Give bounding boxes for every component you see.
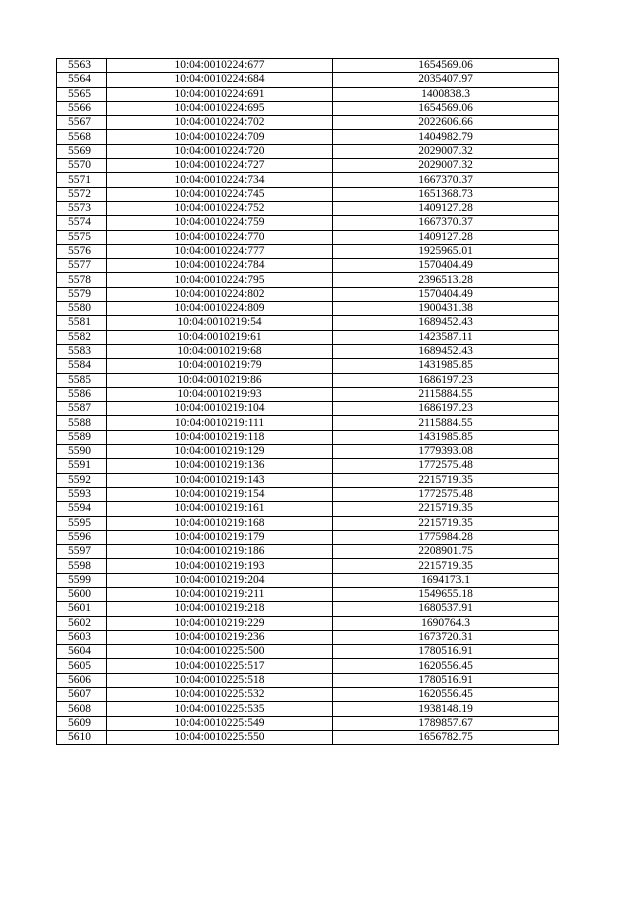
table-row — [57, 530, 559, 544]
table-row — [57, 559, 559, 573]
row-index-cell: 5599 — [57, 573, 107, 587]
row-index-cell: 5574 — [57, 216, 107, 230]
table-row — [57, 616, 559, 630]
cadastral-number-cell: 10:04:0010219:129 — [107, 445, 333, 459]
row-index-cell: 5595 — [57, 516, 107, 530]
row-index-cell: 5575 — [57, 230, 107, 244]
cadastral-number-cell: 10:04:0010224:695 — [107, 101, 333, 115]
table-row — [57, 359, 559, 373]
cadastral-number-cell: 10:04:0010225:532 — [107, 688, 333, 702]
cadastral-number-cell: 10:04:0010224:784 — [107, 259, 333, 273]
value-cell: 2115884.55 — [333, 387, 559, 401]
value-cell: 1620556.45 — [333, 659, 559, 673]
cadastral-number-cell: 10:04:0010225:535 — [107, 702, 333, 716]
value-cell: 2215719.35 — [333, 516, 559, 530]
row-index-cell: 5584 — [57, 359, 107, 373]
value-cell: 1938148.19 — [333, 702, 559, 716]
value-cell: 1654569.06 — [333, 101, 559, 115]
cadastral-number-cell: 10:04:0010224:684 — [107, 73, 333, 87]
row-index-cell: 5592 — [57, 473, 107, 487]
row-index-cell: 5590 — [57, 445, 107, 459]
cadastral-number-cell: 10:04:0010224:709 — [107, 130, 333, 144]
row-index-cell: 5572 — [57, 187, 107, 201]
cadastral-number-cell: 10:04:0010219:236 — [107, 630, 333, 644]
row-index-cell: 5593 — [57, 487, 107, 501]
table-row — [57, 373, 559, 387]
row-index-cell: 5602 — [57, 616, 107, 630]
value-cell: 1694173.1 — [333, 573, 559, 587]
table-row — [57, 144, 559, 158]
table-row — [57, 230, 559, 244]
table-row — [57, 316, 559, 330]
value-cell: 2215719.35 — [333, 473, 559, 487]
table-row — [57, 702, 559, 716]
cadastral-number-cell: 10:04:0010224:727 — [107, 159, 333, 173]
cadastral-number-cell: 10:04:0010219:204 — [107, 573, 333, 587]
row-index-cell: 5571 — [57, 173, 107, 187]
table-row — [57, 645, 559, 659]
row-index-cell: 5587 — [57, 402, 107, 416]
cadastral-number-cell: 10:04:0010224:802 — [107, 287, 333, 301]
table-row — [57, 473, 559, 487]
cadastral-number-cell: 10:04:0010219:154 — [107, 487, 333, 501]
value-cell: 1409127.28 — [333, 201, 559, 215]
row-index-cell: 5604 — [57, 645, 107, 659]
row-index-cell: 5583 — [57, 344, 107, 358]
cadastral-number-cell: 10:04:0010224:734 — [107, 173, 333, 187]
table-row — [57, 630, 559, 644]
table-row — [57, 516, 559, 530]
row-index-cell: 5566 — [57, 101, 107, 115]
cadastral-number-cell: 10:04:0010219:193 — [107, 559, 333, 573]
value-cell: 1400838.3 — [333, 87, 559, 101]
row-index-cell: 5594 — [57, 502, 107, 516]
value-cell: 1404982.79 — [333, 130, 559, 144]
row-index-cell: 5581 — [57, 316, 107, 330]
value-cell: 1900431.38 — [333, 302, 559, 316]
cadastral-number-cell: 10:04:0010219:168 — [107, 516, 333, 530]
row-index-cell: 5598 — [57, 559, 107, 573]
row-index-cell: 5608 — [57, 702, 107, 716]
row-index-cell: 5569 — [57, 144, 107, 158]
value-cell: 1686197.23 — [333, 373, 559, 387]
value-cell: 1667370.37 — [333, 173, 559, 187]
value-cell: 1779393.08 — [333, 445, 559, 459]
value-cell: 1690764.3 — [333, 616, 559, 630]
table-row — [57, 545, 559, 559]
row-index-cell: 5600 — [57, 587, 107, 601]
cadastral-number-cell: 10:04:0010224:691 — [107, 87, 333, 101]
table-row — [57, 602, 559, 616]
row-index-cell: 5588 — [57, 416, 107, 430]
cadastral-number-cell: 10:04:0010219:54 — [107, 316, 333, 330]
row-index-cell: 5610 — [57, 730, 107, 744]
cadastral-number-cell: 10:04:0010219:218 — [107, 602, 333, 616]
row-index-cell: 5568 — [57, 130, 107, 144]
value-cell: 2208901.75 — [333, 545, 559, 559]
cadastral-number-cell: 10:04:0010219:161 — [107, 502, 333, 516]
table-body — [57, 59, 559, 745]
table-row — [57, 673, 559, 687]
value-cell: 2035407.97 — [333, 73, 559, 87]
row-index-cell: 5573 — [57, 201, 107, 215]
table-row — [57, 402, 559, 416]
value-cell: 1423587.11 — [333, 330, 559, 344]
table-row — [57, 116, 559, 130]
table-row — [57, 216, 559, 230]
value-cell: 1686197.23 — [333, 402, 559, 416]
cadastral-number-cell: 10:04:0010219:79 — [107, 359, 333, 373]
table-row — [57, 330, 559, 344]
value-cell: 1680537.91 — [333, 602, 559, 616]
cadastral-number-cell: 10:04:0010219:86 — [107, 373, 333, 387]
value-cell: 2029007.32 — [333, 144, 559, 158]
cadastral-number-cell: 10:04:0010219:143 — [107, 473, 333, 487]
table-row — [57, 659, 559, 673]
cadastral-number-cell: 10:04:0010224:759 — [107, 216, 333, 230]
value-cell: 1667370.37 — [333, 216, 559, 230]
table-row — [57, 573, 559, 587]
cadastral-number-cell: 10:04:0010219:61 — [107, 330, 333, 344]
value-cell: 1772575.48 — [333, 487, 559, 501]
value-cell: 1620556.45 — [333, 688, 559, 702]
row-index-cell: 5577 — [57, 259, 107, 273]
cadastral-number-cell: 10:04:0010225:550 — [107, 730, 333, 744]
table-row — [57, 244, 559, 258]
cadastral-number-cell: 10:04:0010219:211 — [107, 587, 333, 601]
table-row — [57, 130, 559, 144]
row-index-cell: 5601 — [57, 602, 107, 616]
value-cell: 1654569.06 — [333, 59, 559, 73]
value-cell: 2029007.32 — [333, 159, 559, 173]
cadastral-number-cell: 10:04:0010224:677 — [107, 59, 333, 73]
table-row — [57, 73, 559, 87]
table-row — [57, 59, 559, 73]
value-cell: 1570404.49 — [333, 259, 559, 273]
data-table — [56, 58, 559, 745]
value-cell: 1570404.49 — [333, 287, 559, 301]
row-index-cell: 5576 — [57, 244, 107, 258]
table-row — [57, 430, 559, 444]
value-cell: 1772575.48 — [333, 459, 559, 473]
value-cell: 1673720.31 — [333, 630, 559, 644]
row-index-cell: 5579 — [57, 287, 107, 301]
table-row — [57, 587, 559, 601]
row-index-cell: 5585 — [57, 373, 107, 387]
table-row — [57, 173, 559, 187]
cadastral-number-cell: 10:04:0010225:549 — [107, 716, 333, 730]
row-index-cell: 5596 — [57, 530, 107, 544]
value-cell: 1780516.91 — [333, 645, 559, 659]
value-cell: 1689452.43 — [333, 344, 559, 358]
value-cell: 2215719.35 — [333, 559, 559, 573]
cadastral-number-cell: 10:04:0010219:68 — [107, 344, 333, 358]
cadastral-number-cell: 10:04:0010224:752 — [107, 201, 333, 215]
cadastral-number-cell: 10:04:0010225:500 — [107, 645, 333, 659]
row-index-cell: 5603 — [57, 630, 107, 644]
row-index-cell: 5570 — [57, 159, 107, 173]
table-row — [57, 159, 559, 173]
cadastral-number-cell: 10:04:0010224:770 — [107, 230, 333, 244]
row-index-cell: 5563 — [57, 59, 107, 73]
table-row — [57, 101, 559, 115]
cadastral-number-cell: 10:04:0010219:104 — [107, 402, 333, 416]
row-index-cell: 5607 — [57, 688, 107, 702]
value-cell: 1431985.85 — [333, 430, 559, 444]
table-row — [57, 445, 559, 459]
value-cell: 1780516.91 — [333, 673, 559, 687]
row-index-cell: 5580 — [57, 302, 107, 316]
row-index-cell: 5582 — [57, 330, 107, 344]
cadastral-number-cell: 10:04:0010219:111 — [107, 416, 333, 430]
table-row — [57, 201, 559, 215]
value-cell: 2115884.55 — [333, 416, 559, 430]
row-index-cell: 5586 — [57, 387, 107, 401]
table-row — [57, 688, 559, 702]
table-row — [57, 187, 559, 201]
row-index-cell: 5567 — [57, 116, 107, 130]
row-index-cell: 5597 — [57, 545, 107, 559]
cadastral-number-cell: 10:04:0010224:745 — [107, 187, 333, 201]
cadastral-number-cell: 10:04:0010219:229 — [107, 616, 333, 630]
table-row — [57, 487, 559, 501]
cadastral-number-cell: 10:04:0010219:136 — [107, 459, 333, 473]
table-row — [57, 259, 559, 273]
cadastral-number-cell: 10:04:0010224:702 — [107, 116, 333, 130]
value-cell: 1549655.18 — [333, 587, 559, 601]
row-index-cell: 5605 — [57, 659, 107, 673]
table-row — [57, 416, 559, 430]
cadastral-number-cell: 10:04:0010224:795 — [107, 273, 333, 287]
table-row — [57, 302, 559, 316]
value-cell: 1651368.73 — [333, 187, 559, 201]
table-row — [57, 730, 559, 744]
value-cell: 2396513.28 — [333, 273, 559, 287]
cadastral-number-cell: 10:04:0010225:518 — [107, 673, 333, 687]
table-row — [57, 273, 559, 287]
table-row — [57, 459, 559, 473]
cadastral-number-cell: 10:04:0010225:517 — [107, 659, 333, 673]
row-index-cell: 5589 — [57, 430, 107, 444]
row-index-cell: 5609 — [57, 716, 107, 730]
value-cell: 2022606.66 — [333, 116, 559, 130]
row-index-cell: 5565 — [57, 87, 107, 101]
value-cell: 1789857.67 — [333, 716, 559, 730]
row-index-cell: 5591 — [57, 459, 107, 473]
value-cell: 1775984.28 — [333, 530, 559, 544]
value-cell: 1656782.75 — [333, 730, 559, 744]
value-cell: 1925965.01 — [333, 244, 559, 258]
value-cell: 2215719.35 — [333, 502, 559, 516]
table-row — [57, 387, 559, 401]
cadastral-number-cell: 10:04:0010219:118 — [107, 430, 333, 444]
cadastral-number-cell: 10:04:0010224:720 — [107, 144, 333, 158]
table-row — [57, 716, 559, 730]
row-index-cell: 5564 — [57, 73, 107, 87]
cadastral-number-cell: 10:04:0010219:93 — [107, 387, 333, 401]
table-row — [57, 287, 559, 301]
table-row — [57, 502, 559, 516]
row-index-cell: 5606 — [57, 673, 107, 687]
cadastral-number-cell: 10:04:0010219:186 — [107, 545, 333, 559]
cadastral-number-cell: 10:04:0010224:777 — [107, 244, 333, 258]
value-cell: 1409127.28 — [333, 230, 559, 244]
table-row — [57, 344, 559, 358]
table-row — [57, 87, 559, 101]
value-cell: 1431985.85 — [333, 359, 559, 373]
row-index-cell: 5578 — [57, 273, 107, 287]
value-cell: 1689452.43 — [333, 316, 559, 330]
cadastral-number-cell: 10:04:0010219:179 — [107, 530, 333, 544]
cadastral-number-cell: 10:04:0010224:809 — [107, 302, 333, 316]
